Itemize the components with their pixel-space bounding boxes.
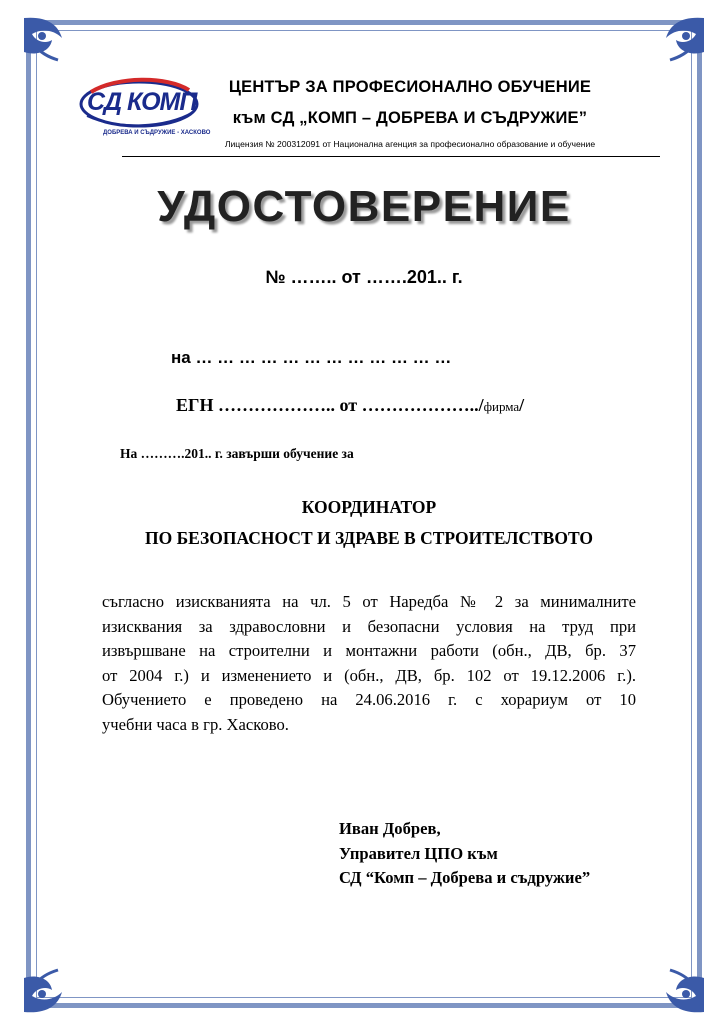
signatory-company: СД “Комп – Добрева и съдружие” — [339, 868, 591, 887]
corner-ornament-bottom-left — [18, 954, 82, 1018]
header-company-name: към СД „КОМП – ДОБРЕВА И СЪДРУЖИЕ” — [232, 109, 588, 127]
body-line: извършване на строителни и монтажни работи (обн., ДВ, бр. 37 — [102, 641, 636, 660]
egn-tail: / — [519, 395, 525, 415]
certificate-body — [102, 590, 636, 737]
logo-text: СД КОМП — [87, 88, 197, 116]
course-title-line1: КООРДИНАТОР — [301, 497, 437, 517]
course-title-line2: ПО БЕЗОПАСНОСТ И ЗДРАВЕ В СТРОИТЕЛСТВОТО — [144, 528, 594, 548]
license-line: Лицензия № 200312091 от Национална агенция за професионално образование и обучение — [224, 139, 596, 149]
egn-text: ЕГН ……………….. от ………………../ — [176, 395, 484, 415]
corner-ornament-top-left — [18, 12, 82, 76]
signature-block — [339, 817, 590, 891]
firm-label: фирма — [483, 399, 520, 414]
logo-subtitle: ДОБРЕВА И СЪДРУЖИЕ - ХАСКОВО — [103, 130, 211, 136]
body-line: от 2004 г.) и изменението и (обн., ДВ, бр. 102 от 19.12.2006 г.). — [102, 665, 636, 685]
recipient-name-line: на … … … … … … … … … … … … — [171, 348, 452, 367]
corner-ornament-bottom-right — [646, 954, 710, 1018]
corner-ornament-top-right — [646, 12, 710, 76]
header-center-name: ЦЕНТЪР ЗА ПРОФЕСИОНАЛНО ОБУЧЕНИЕ — [228, 78, 592, 96]
body-line: учебни часа в гр. Хасково. — [102, 714, 289, 734]
document-title: УДОСТОВЕРЕНИЕ — [157, 182, 571, 231]
certificate-number-line: № …….. от …….201.. г. — [265, 267, 463, 287]
body-line: Обучението е проведено на 24.06.2016 г. с хорариум от 10 — [102, 690, 636, 709]
header-divider — [122, 156, 660, 157]
signatory-role: Управител ЦПО към — [339, 843, 498, 863]
company-logo — [77, 74, 211, 142]
body-line: съгласно изискванията на чл. 5 от Наредба № 2 за минималните — [102, 592, 636, 611]
signatory-name: Иван Добрев, — [339, 819, 441, 838]
body-line: изисквания за здравословни и безопасни условия на труд при — [102, 616, 636, 636]
completion-line: На ……….201.. г. завърши обучение за — [120, 446, 354, 461]
egn-line — [176, 395, 524, 416]
